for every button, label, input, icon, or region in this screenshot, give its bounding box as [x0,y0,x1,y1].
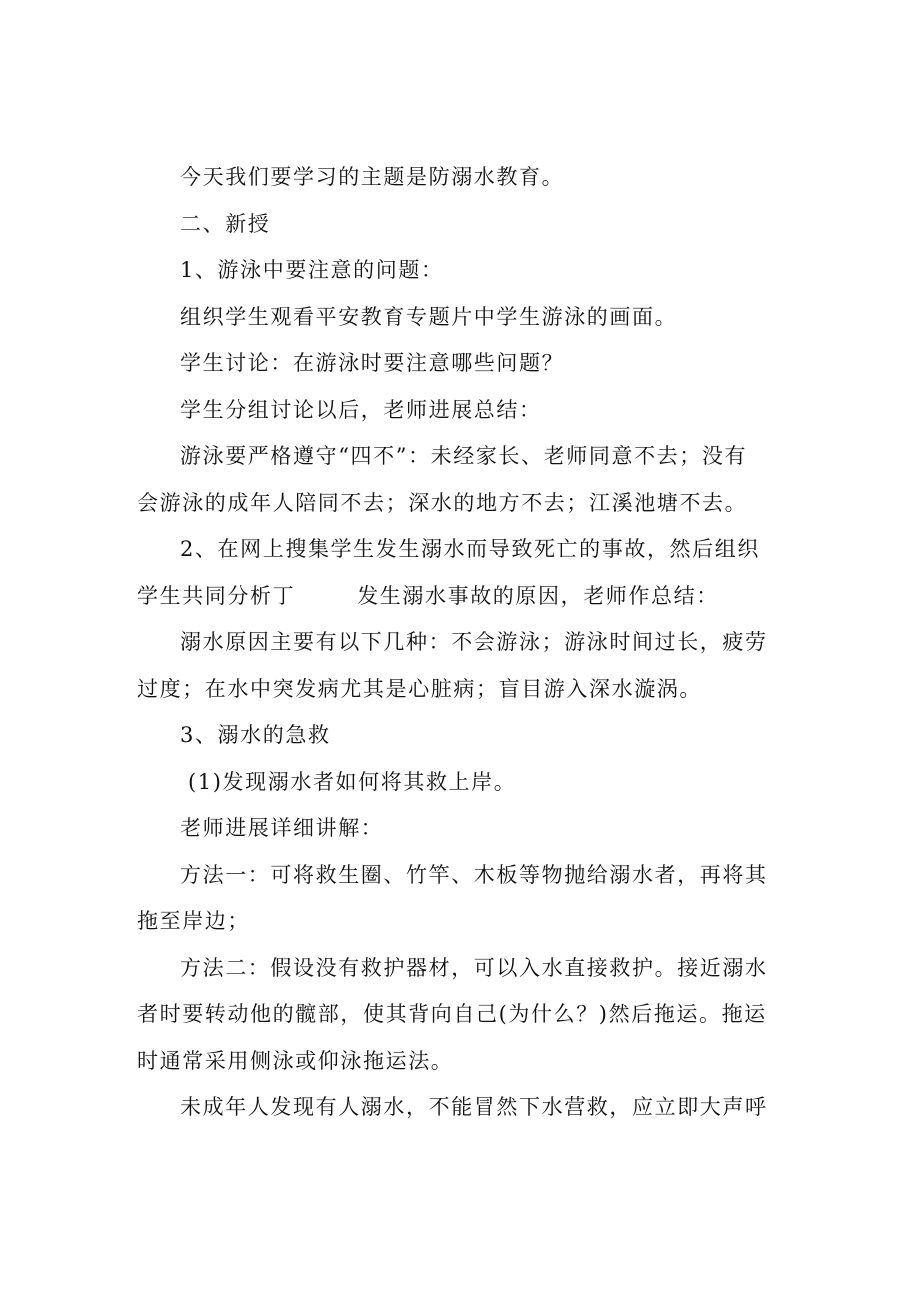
accident-search-part2: 发生溺水事故的原因，老师作总结： [357,583,719,608]
paragraph-causes-line2: 过度；在水中突发病尤其是心脏病；盲目游入深水漩涡。 [137,676,702,701]
accident-search-part1: 学生共同分析丁 [137,583,296,608]
paragraph-minors-warning-line1: 未成年人发现有人溺水，不能冒然下水营救，应立即大声呼 [180,1095,768,1119]
paragraph-method-two-line2: 者时要转动他的髋部，使其背向自己(为什么？)然后拖运。拖运 [137,1002,767,1026]
paragraph-causes-line1: 溺水原因主要有以下几种：不会游泳；游泳时间过长，疲劳 [180,630,768,654]
paragraph-four-rules-line2: 会游泳的成年人陪同不去；深水的地方不去；江溪池塘不去。 [137,490,748,515]
document-body [137,154,787,1131]
paragraph-four-rules-line1: 游泳要严格遵守“四不”：未经家长、老师同意不去；没有 [180,444,748,468]
paragraph-method-two-line3: 时通常采用侧泳或仰泳拖运法。 [137,1048,454,1073]
heading-first-aid: 3、溺水的急救 [180,723,331,747]
paragraph-method-one-line1: 方法一：可将救生圈、竹竿、木板等物抛给溺水者，再将其 [180,862,768,887]
paragraph-topic: 今天我们要学习的主题是防溺水教育。 [180,165,565,189]
paragraph-method-one-line2: 拖至岸边； [137,909,250,933]
heading-swimming-issues: 1、游泳中要注意的问题： [180,258,444,282]
paragraph-method-two-line1: 方法二：假设没有救护器材，可以入水直接救护。接近溺水 [180,955,768,980]
heading-new-lesson: 二、新授 [180,211,271,236]
subheading-rescue: (1)发现溺水者如何将其救上岸。 [188,769,517,794]
paragraph-summary: 学生分组讨论以后，老师进展总结： [180,397,542,422]
paragraph-teacher-explains: 老师进展详细讲解： [180,816,384,840]
paragraph-accident-search-line2 [137,573,787,620]
paragraph-discussion: 学生讨论：在游泳时要注意哪些问题？ [180,351,565,375]
paragraph-accident-search-line1: 2、在网上搜集学生发生溺水而导致死亡的事故，然后组织 [180,537,760,561]
paragraph-watch-video: 组织学生观看平安教育专题片中学生游泳的画面。 [180,304,678,329]
